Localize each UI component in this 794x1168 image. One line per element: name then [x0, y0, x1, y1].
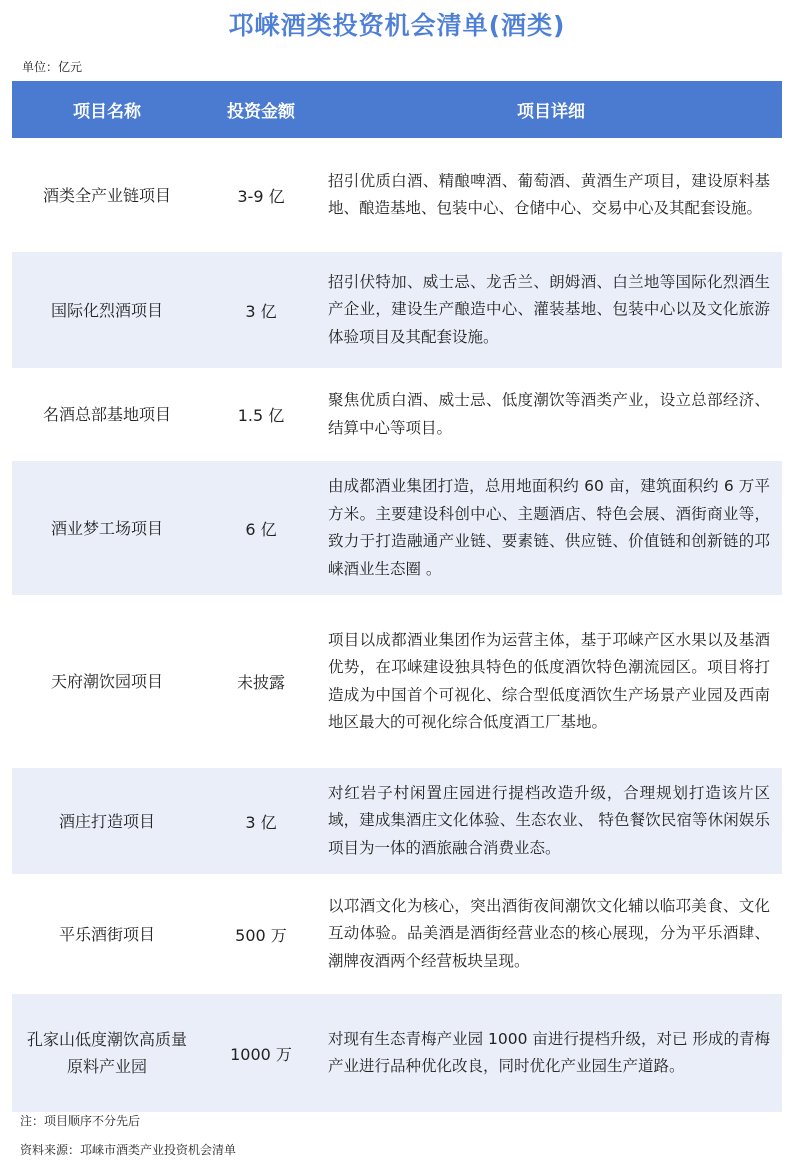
- header-detail: 项目详细: [517, 102, 585, 122]
- project-name: 酒庄打造项目: [58, 811, 155, 831]
- table-row: [12, 994, 782, 1112]
- project-detail: 对现有生态青梅产业园 1000 亩进行提档升级，对已 形成的青梅产业进行品种优化改良，同时优化产业园生产道路。: [328, 1029, 770, 1075]
- project-detail: 由成都酒业集团打造，总用地面积约 60 亩，建筑面积约 6 万平方米。主要建设科创中心、主题酒店、特色会展、酒街商业等，致力于打造融通产业链、要素链、供应链、价值链和创新链的邛崃酒业生态圈 。: [328, 477, 770, 578]
- page-title: 邛崃酒类投资机会清单(酒类): [228, 11, 566, 40]
- project-amount: 500 万: [235, 925, 287, 945]
- project-amount: 1000 万: [230, 1044, 292, 1064]
- project-name: 国际化烈酒项目: [50, 300, 163, 320]
- table-row: [12, 144, 782, 246]
- table-row: [12, 601, 782, 762]
- table-row: [12, 374, 782, 455]
- project-detail: 招引伏特加、威士忌、龙舌兰、朗姆酒、白兰地等国际化烈酒生产企业，建设生产酿造中心、灌装基地、包装中心以及文化旅游体验项目及其配套设施。: [328, 272, 770, 346]
- project-amount: 3 亿: [245, 812, 277, 832]
- project-name: 天府潮饮园项目: [50, 672, 163, 691]
- table-row: [12, 880, 782, 988]
- project-detail: 项目以成都酒业集团作为运营主体，基于邛崃产区水果以及基酒优势，在邛崃建设独具特色的低度酒饮特色潮流园区。项目将打造成为中国首个可视化、综合型低度酒饮生产场景产业园及西南地区最大的可视化综合低度酒工厂基地。: [328, 630, 770, 731]
- table-row: [12, 252, 782, 368]
- project-amount: 1.5 亿: [237, 406, 285, 425]
- unit-label: 单位：亿元: [22, 60, 83, 74]
- project-name: 酒业梦工场项目: [50, 518, 163, 538]
- project-detail: 招引优质白酒、精酿啤酒、葡萄酒、黄酒生产项目，建设原料基地、酿造基地、包装中心、仓储中心、交易中心及其配套设施。: [328, 171, 770, 217]
- project-detail: 聚焦优质白酒、威士忌、低度潮饮等酒类产业，设立总部经济、结算中心等项目。: [328, 391, 770, 437]
- table-row: [12, 768, 782, 874]
- project-name: 酒类全产业链项目: [42, 185, 171, 205]
- source-note: 资料来源：邛崃市酒类产业投资机会清单: [20, 1143, 237, 1157]
- project-name: 孔家山低度潮饮高质量原料产业园: [26, 1030, 187, 1076]
- project-amount: 6 亿: [245, 519, 277, 539]
- header-project-name: 项目名称: [73, 102, 141, 122]
- project-amount: 3-9 亿: [237, 186, 285, 206]
- project-amount: 未披露: [236, 673, 285, 692]
- investment-table: [12, 81, 782, 1112]
- header-amount: 投资金额: [227, 102, 295, 122]
- project-amount: 3 亿: [245, 301, 277, 321]
- table-row: [12, 461, 782, 595]
- footnote: 注：项目顺序不分先后: [20, 1114, 141, 1128]
- project-name: 平乐酒街项目: [58, 924, 155, 944]
- project-name: 名酒总部基地项目: [42, 405, 171, 424]
- project-detail: 对红岩子村闲置庄园进行提档改造升级，合理规划打造该片区域，建成集酒庄文化体验、生态农业、 特色餐饮民宿等休闲娱乐项目为一体的酒旅融合消费业态。: [328, 783, 770, 857]
- table-header: [12, 81, 782, 138]
- project-detail: 以邛酒文化为核心，突出酒街夜间潮饮文化辅以临邛美食、文化互动体验。品美酒是酒街经营业态的核心展现，分为平乐酒肆、潮牌夜酒两个经营板块呈现。: [328, 896, 770, 970]
